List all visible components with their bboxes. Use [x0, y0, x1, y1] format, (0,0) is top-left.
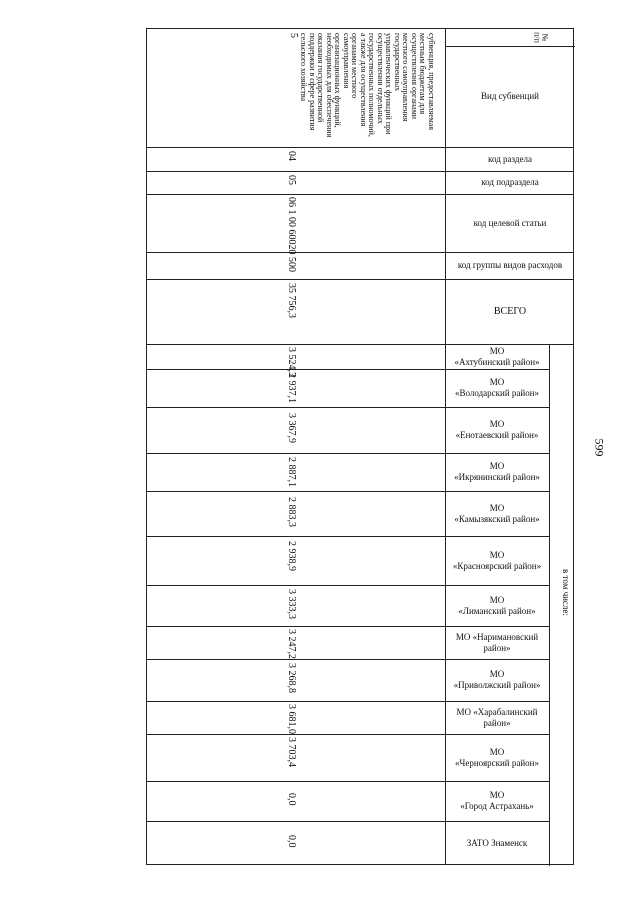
municipality-value: 3 247,2	[286, 629, 297, 659]
code-target-header: код целевой статьи	[473, 217, 547, 228]
row-number: 5	[288, 33, 299, 38]
municipality-name: МО «Ахтубинский район»	[454, 345, 540, 367]
municipality-value: 0,0	[286, 793, 297, 806]
num-header: № п/п	[533, 32, 550, 43]
municipality-value: 3 524,3	[286, 347, 297, 377]
municipality-value: 2 883,3	[286, 497, 297, 527]
row-total: 35 756,3	[286, 283, 297, 318]
municipality-name: МО «Наримановский район»	[455, 631, 539, 653]
total-header: ВСЕГО	[493, 306, 527, 317]
municipality-name: МО «Лиманский район»	[458, 594, 536, 616]
municipality-value: 3 681,0	[286, 704, 297, 734]
municipality-name: МО «Енотаевский район»	[455, 419, 539, 440]
row-code-expense-group: 500	[286, 257, 297, 272]
municipality-name: МО «Харабалинский район»	[456, 706, 538, 728]
municipality-value: 3 703,4	[286, 737, 297, 767]
group-divider	[549, 344, 550, 866]
code-subsection-header: код подраздела	[481, 177, 539, 187]
row-code-target: 06 1 00 60020	[286, 197, 297, 255]
municipality-value: 3 367,9	[286, 413, 297, 443]
group-label: в том числе:	[561, 569, 571, 616]
municipality-value: 2 937,1	[286, 373, 297, 403]
municipality-value: 2 938,9	[286, 541, 297, 571]
code-expense-group-header: код группы видов расходов	[457, 260, 563, 270]
municipality-value: 3 333,3	[286, 589, 297, 619]
municipality-name: МО «Город Астрахань»	[460, 790, 534, 811]
municipality-value: 2 887,1	[286, 457, 297, 487]
type-header: Вид субвенций	[481, 91, 539, 101]
municipality-name: МО «Камызякский район»	[454, 502, 540, 524]
subvention-table	[146, 28, 574, 865]
municipality-name: МО «Икрянинский район»	[454, 461, 540, 482]
row-description: субвенция, предоставляемая местным бюджетам для осуществления органами местного самоуправления государственных управленческих функций при осуществлении отдельных государственных полномочий, а также для осуществления органами местного самоуправления организационных функций, необходимых для обеспечения оказания государственной поддержки в сфере развития сельского хозяйства	[299, 33, 436, 138]
page-number: 599	[592, 438, 607, 457]
code-section-header: код раздела	[488, 153, 532, 164]
row-code-section: 04	[286, 151, 297, 161]
municipality-name: МО «Приволжский район»	[453, 669, 541, 690]
municipality-name: ЗАТО Знаменск	[466, 838, 528, 848]
row-code-subsection: 05	[286, 175, 297, 185]
municipality-name: МО «Красноярский район»	[452, 549, 542, 571]
municipality-value: 3 268,8	[286, 663, 297, 693]
municipality-name: МО «Володарский район»	[454, 377, 540, 398]
municipality-name: МО «Черноярский район»	[454, 746, 539, 768]
municipality-value: 0,0	[286, 835, 297, 848]
